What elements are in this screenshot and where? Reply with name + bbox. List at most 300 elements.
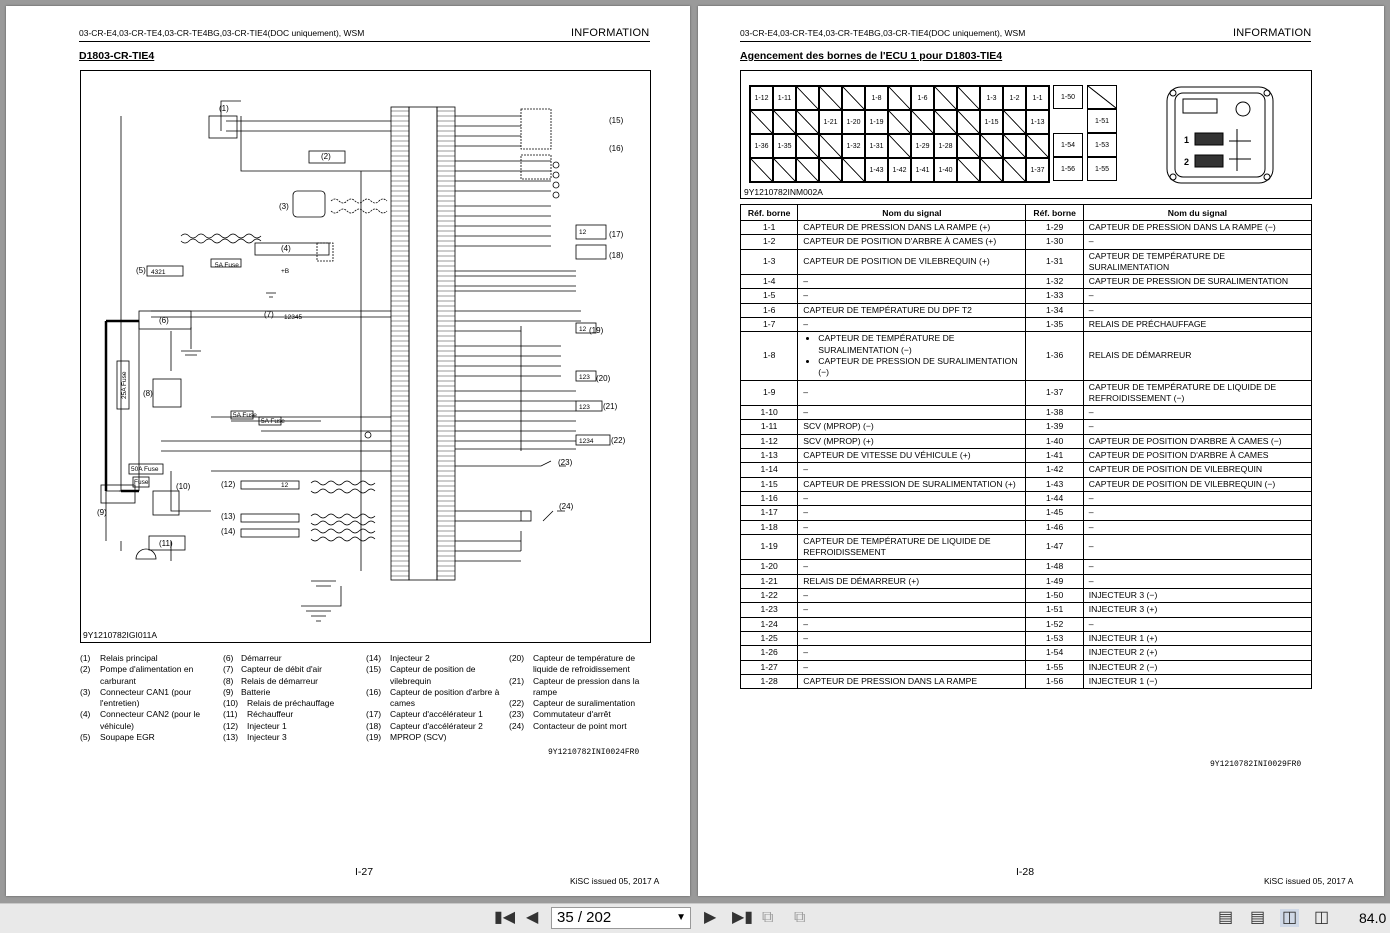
pin-cell xyxy=(1003,134,1026,158)
signal-name-cell: CAPTEUR DE POSITION D'ARBRE À CAMES (−) xyxy=(1083,434,1311,448)
legend-text: Capteur de température de liquide de refroidissement xyxy=(533,653,636,675)
legend-number: (7) xyxy=(223,664,234,675)
svg-text:(10): (10) xyxy=(176,482,191,491)
pin-ref-cell: 1-13 xyxy=(741,449,798,463)
pin-ref-cell: 1-16 xyxy=(741,491,798,505)
previous-view-icon[interactable]: ⧉ xyxy=(762,909,774,926)
signal-name-cell: RELAIS DE PRÉCHAUFFAGE xyxy=(1083,318,1311,332)
pin-cell: 1-8 xyxy=(865,86,888,110)
pin-ref-cell: 1-27 xyxy=(741,660,798,674)
signal-name-cell: RELAIS DE DÉMARREUR xyxy=(1083,332,1311,380)
svg-text:(20): (20) xyxy=(596,374,611,383)
legend-item xyxy=(223,721,361,732)
left-page xyxy=(6,6,690,896)
pin-cell xyxy=(957,86,980,110)
table-row xyxy=(741,249,1312,275)
signal-name-cell: – xyxy=(798,406,1026,420)
last-page-button[interactable]: ▶▮ xyxy=(732,909,754,926)
pins-22-label: 1234 xyxy=(579,438,594,445)
legend-item xyxy=(80,664,220,687)
signal-name-cell: – xyxy=(1083,574,1311,588)
col-header: Réf. borne xyxy=(1026,205,1083,221)
signal-table xyxy=(740,204,1312,689)
legend-number: (4) xyxy=(80,709,91,720)
pin-ref-cell: 1-26 xyxy=(741,646,798,660)
pin-ref-cell: 1-17 xyxy=(741,506,798,520)
legend-text: Capteur d'accélérateur 2 xyxy=(390,720,483,731)
pin-ref-cell: 1-28 xyxy=(741,674,798,688)
pin-cell xyxy=(957,158,980,182)
page-number: I-28 xyxy=(1016,866,1035,878)
fuse-50a-label: 50A Fuse xyxy=(131,466,159,473)
legend-text: Injecteur 3 xyxy=(247,732,287,743)
signal-name-cell: CAPTEUR DE PRESSION DE SURALIMENTATION (+) xyxy=(798,477,1026,491)
svg-text:(9): (9) xyxy=(97,508,107,517)
header-models: 03-CR-E4,03-CR-TE4,03-CR-TE4BG,03-CR-TIE4(DOC uniquement), WSM xyxy=(740,28,1026,38)
legend-text: Relais de démarreur xyxy=(241,675,319,686)
page-field-value: 35 / 202 xyxy=(557,909,612,926)
pin-ref-cell: 1-29 xyxy=(1026,221,1083,235)
signal-name-cell: – xyxy=(798,463,1026,477)
signal-name-cell: – xyxy=(798,646,1026,660)
svg-text:(6): (6) xyxy=(159,316,169,325)
legend-item xyxy=(366,709,508,720)
legend-text: Démarreur xyxy=(241,653,282,663)
legend-item xyxy=(366,664,508,687)
legend-text: Relais principal xyxy=(100,653,158,663)
legend-text: Connecteur CAN1 (pour l'entretien) xyxy=(100,686,192,709)
signal-name-cell: – xyxy=(798,617,1026,631)
legend-item xyxy=(366,721,508,732)
signal-name-cell: – xyxy=(1083,289,1311,303)
pin-cell xyxy=(888,86,911,110)
pin-ref-cell: 1-2 xyxy=(741,235,798,249)
pin-cell: 1-54 xyxy=(1053,133,1083,157)
table-row xyxy=(741,560,1312,574)
single-page-view-icon[interactable]: ▤ xyxy=(1218,909,1234,926)
table-row xyxy=(741,477,1312,491)
signal-name-cell: – xyxy=(1083,303,1311,317)
pin-cell: 1-53 xyxy=(1087,133,1117,157)
legend-number: (8) xyxy=(223,675,234,686)
svg-text:(16): (16) xyxy=(609,144,624,153)
pin-cell: 1-3 xyxy=(980,86,1003,110)
pin-cell xyxy=(1003,158,1026,182)
table-row xyxy=(741,674,1312,688)
signal-name-cell: – xyxy=(798,520,1026,534)
svg-text:(15): (15) xyxy=(609,116,624,125)
table-row xyxy=(741,420,1312,434)
signal-name-cell: SCV (MPROP) (−) xyxy=(798,420,1026,434)
legend-number: (5) xyxy=(80,732,91,743)
table-header-row xyxy=(741,205,1312,221)
legend-text: Connecteur CAN2 (pour le véhicule) xyxy=(100,709,201,731)
pin-ref-cell: 1-39 xyxy=(1026,420,1083,434)
legend-number: (21) xyxy=(509,675,525,686)
col-header: Réf. borne xyxy=(741,205,798,221)
signal-bullet-item: • CAPTEUR DE TEMPÉRATURE DE SURALIMENTATION (−) xyxy=(818,333,1020,356)
svg-text:(1): (1) xyxy=(219,104,229,113)
legend-item xyxy=(223,687,361,698)
pin-ref-cell: 1-37 xyxy=(1026,380,1083,406)
pin-ref-cell: 1-34 xyxy=(1026,303,1083,317)
pin-ref-cell: 1-11 xyxy=(741,420,798,434)
signal-name-cell: CAPTEUR DE PRESSION DANS LA RAMPE (−) xyxy=(1083,221,1311,235)
legend-item xyxy=(509,676,649,699)
pin-ref-cell: 1-54 xyxy=(1026,646,1083,660)
signal-name-cell xyxy=(798,332,1026,380)
table-row xyxy=(741,463,1312,477)
table-row xyxy=(741,406,1312,420)
pin-ref-cell: 1-52 xyxy=(1026,617,1083,631)
signal-name-cell: – xyxy=(1083,506,1311,520)
legend-item xyxy=(509,709,649,720)
pin-ref-cell: 1-3 xyxy=(741,249,798,275)
pin-cell: 1-31 xyxy=(865,134,888,158)
chevron-down-icon[interactable]: ▼ xyxy=(676,912,686,923)
pin-cell xyxy=(750,110,773,134)
pin-cell: 1-20 xyxy=(842,110,865,134)
pin-ref-cell: 1-42 xyxy=(1026,463,1083,477)
signal-name-cell: INJECTEUR 1 (+) xyxy=(1083,631,1311,645)
pin-cell: 1-32 xyxy=(842,134,865,158)
fuse-25a-label: 25A Fuse xyxy=(121,371,128,399)
pins-inj-label: 12 xyxy=(281,482,289,489)
svg-text:(4): (4) xyxy=(281,244,291,253)
pin-cell xyxy=(819,86,842,110)
legend-item xyxy=(223,653,361,664)
pin-cell: 1-6 xyxy=(911,86,934,110)
pin-ref-cell: 1-10 xyxy=(741,406,798,420)
pin-cell: 1-51 xyxy=(1087,109,1117,133)
legend-text: Capteur de suralimentation xyxy=(533,698,636,709)
legend-col-1 xyxy=(80,653,220,743)
legend-col-4 xyxy=(509,653,649,732)
svg-text:(3): (3) xyxy=(279,202,289,211)
signal-name-cell: – xyxy=(1083,420,1311,434)
signal-name-cell: – xyxy=(1083,235,1311,249)
pin-grid-right xyxy=(1053,85,1123,181)
legend-text: Capteur d'accélérateur 1 xyxy=(390,709,483,720)
pin-cell: 1-13 xyxy=(1026,110,1049,134)
signal-name-cell: INJECTEUR 1 (−) xyxy=(1083,674,1311,688)
pin-ref-cell: 1-51 xyxy=(1026,603,1083,617)
svg-text:(12): (12) xyxy=(221,480,236,489)
prev-page-button[interactable]: ◀ xyxy=(526,909,539,926)
signal-name-cell: – xyxy=(798,589,1026,603)
signal-name-cell: SCV (MPROP) (+) xyxy=(798,434,1026,448)
signal-name-cell: – xyxy=(798,318,1026,332)
svg-text:(17): (17) xyxy=(609,230,624,239)
header-section: INFORMATION xyxy=(571,27,650,39)
signal-name-cell: CAPTEUR DE PRESSION DE SURALIMENTATION xyxy=(1083,275,1311,289)
ecu-pin-figure xyxy=(740,70,1312,199)
svg-text:(7): (7) xyxy=(264,310,274,319)
signal-name-cell: – xyxy=(1083,560,1311,574)
pin-cell xyxy=(842,86,865,110)
signal-bullet-list xyxy=(803,333,1020,378)
legend-number: (10) xyxy=(223,698,239,709)
legend-text: Soupape EGR xyxy=(100,732,155,743)
pin-cell: 1-12 xyxy=(750,86,773,110)
table-row xyxy=(741,332,1312,380)
legend-text: Capteur de position d'arbre à cames xyxy=(390,686,500,709)
legend-number: (18) xyxy=(366,720,382,731)
svg-text:(18): (18) xyxy=(609,251,624,260)
legend-item xyxy=(223,676,361,687)
legend-number: (20) xyxy=(509,653,525,663)
signal-name-cell: INJECTEUR 2 (−) xyxy=(1083,660,1311,674)
table-row xyxy=(741,275,1312,289)
signal-name-cell: CAPTEUR DE POSITION DE VILEBREQUIN (−) xyxy=(1083,477,1311,491)
pin-cell xyxy=(819,158,842,182)
legend-number: (23) xyxy=(509,709,525,720)
fuse-5a-label-3: 5A Fuse xyxy=(261,418,285,425)
pins-20-label: 123 xyxy=(579,374,590,381)
ecu-label-1: 1 xyxy=(1184,135,1190,145)
pin-cell: 1-2 xyxy=(1003,86,1026,110)
pin-grid-main xyxy=(749,85,1050,183)
signal-name-cell: CAPTEUR DE TEMPÉRATURE DE LIQUIDE DE REFROIDISSEMENT (−) xyxy=(1083,380,1311,406)
pin-ref-cell: 1-19 xyxy=(741,534,798,560)
pin-cell xyxy=(796,110,819,134)
pin-cell: 1-42 xyxy=(888,158,911,182)
page-number-field[interactable] xyxy=(551,907,691,929)
pin-ref-cell: 1-55 xyxy=(1026,660,1083,674)
signal-name-cell: – xyxy=(798,506,1026,520)
pin-ref-cell: 1-24 xyxy=(741,617,798,631)
svg-text:(14): (14) xyxy=(221,527,236,536)
legend-number: (22) xyxy=(509,698,525,709)
pin-cell xyxy=(888,134,911,158)
pin-cell: 1-1 xyxy=(1026,86,1049,110)
pin-cell: 1-55 xyxy=(1087,157,1117,181)
col-header: Nom du signal xyxy=(1083,205,1311,221)
pin-cell xyxy=(888,110,911,134)
pin-cell: 1-15 xyxy=(980,110,1003,134)
wiring-diagram-svg xyxy=(81,71,650,642)
legend-col-2 xyxy=(223,653,361,743)
pin-cell: 1-37 xyxy=(1026,158,1049,182)
pin-cell xyxy=(773,110,796,134)
header-rule xyxy=(79,41,650,42)
signal-name-cell: – xyxy=(798,380,1026,406)
table-row xyxy=(741,221,1312,235)
pin-cell xyxy=(980,158,1003,182)
table-row xyxy=(741,646,1312,660)
issued-note: KiSC issued 05, 2017 A xyxy=(570,876,660,886)
continuous-view-icon[interactable]: ▤ xyxy=(1250,909,1266,926)
legend-number: (1) xyxy=(80,653,91,663)
pin-ref-cell: 1-41 xyxy=(1026,449,1083,463)
diagram-code: 9Y1210782IGI011A xyxy=(83,630,158,640)
pin-cell: 1-19 xyxy=(865,110,888,134)
table-row xyxy=(741,506,1312,520)
signal-name-cell: – xyxy=(798,603,1026,617)
doc-code: 9Y1210782INI0024FR0 xyxy=(548,748,640,757)
pin-cell xyxy=(796,158,819,182)
pin-cell xyxy=(773,158,796,182)
ecu-label-2: 2 xyxy=(1184,157,1190,167)
pin-cell xyxy=(911,110,934,134)
pin-ref-cell: 1-35 xyxy=(1026,318,1083,332)
table-row xyxy=(741,574,1312,588)
pin-ref-cell: 1-4 xyxy=(741,275,798,289)
svg-text:(22): (22) xyxy=(611,436,626,445)
table-row xyxy=(741,434,1312,448)
page-title: D1803-CR-TIE4 xyxy=(79,50,155,62)
pin-ref-cell: 1-14 xyxy=(741,463,798,477)
pin-ref-cell: 1-53 xyxy=(1026,631,1083,645)
pin-cell xyxy=(1087,85,1117,109)
signal-name-cell: CAPTEUR DE POSITION DE VILEBREQUIN xyxy=(1083,463,1311,477)
legend-text: Capteur de pression dans la rampe xyxy=(533,675,640,697)
legend-item xyxy=(366,687,508,710)
header-section: INFORMATION xyxy=(1233,27,1312,39)
pin-cell: 1-11 xyxy=(773,86,796,110)
table-row xyxy=(741,303,1312,317)
legend-item xyxy=(80,653,220,664)
legend-item xyxy=(366,653,508,664)
pin-cell xyxy=(980,134,1003,158)
legend-number: (9) xyxy=(223,686,234,697)
pin-ref-cell: 1-46 xyxy=(1026,520,1083,534)
signal-name-cell: – xyxy=(1083,617,1311,631)
pin-cell: 1-28 xyxy=(934,134,957,158)
legend-text: Pompe d'alimentation en carburant xyxy=(100,664,194,686)
legend-number: (16) xyxy=(366,686,382,697)
pin-cell xyxy=(957,134,980,158)
zoom-level[interactable]: 84.0 xyxy=(1359,910,1387,926)
pin-ref-cell: 1-5 xyxy=(741,289,798,303)
next-view-icon[interactable]: ⧉ xyxy=(794,909,806,926)
pin-cell xyxy=(842,158,865,182)
table-row xyxy=(741,491,1312,505)
first-page-button[interactable]: ▮◀ xyxy=(494,909,516,926)
pin-cell xyxy=(1026,134,1049,158)
svg-text:(19): (19) xyxy=(589,326,604,335)
pin-ref-cell: 1-48 xyxy=(1026,560,1083,574)
pins-19-label: 12 xyxy=(579,326,587,333)
signal-name-cell: – xyxy=(798,289,1026,303)
pin-cell: 1-56 xyxy=(1053,157,1083,181)
legend-item xyxy=(223,664,361,675)
pin-ref-cell: 1-43 xyxy=(1026,477,1083,491)
signal-name-cell: – xyxy=(798,491,1026,505)
legend-text: Commutateur d'arrêt xyxy=(533,709,611,720)
page-number: I-27 xyxy=(355,866,374,878)
pin-ref-cell: 1-47 xyxy=(1026,534,1083,560)
signal-name-cell: CAPTEUR DE POSITION D'ARBRE À CAMES (+) xyxy=(798,235,1026,249)
table-row xyxy=(741,603,1312,617)
wiring-diagram xyxy=(80,70,651,643)
issued-note: KiSC issued 05, 2017 A xyxy=(1264,876,1354,886)
pin-ref-cell: 1-23 xyxy=(741,603,798,617)
doc-code: 9Y1210782INI0029FR0 xyxy=(1210,760,1302,769)
table-row xyxy=(741,589,1312,603)
signal-name-cell: – xyxy=(1083,406,1311,420)
svg-text:(2): (2) xyxy=(321,152,331,161)
signal-name-cell: – xyxy=(798,560,1026,574)
legend-text: Réchauffeur xyxy=(247,709,294,720)
table-row xyxy=(741,449,1312,463)
pin-cell xyxy=(934,86,957,110)
plus-b-label: +B xyxy=(281,268,290,275)
table-row xyxy=(741,318,1312,332)
signal-name-cell: CAPTEUR DE POSITION D'ARBRE À CAMES xyxy=(1083,449,1311,463)
table-row xyxy=(741,617,1312,631)
pin-cell xyxy=(796,86,819,110)
legend-number: (2) xyxy=(80,664,91,675)
right-page xyxy=(698,6,1384,896)
signal-name-cell: CAPTEUR DE VITESSE DU VÉHICULE (+) xyxy=(798,449,1026,463)
pin-ref-cell: 1-44 xyxy=(1026,491,1083,505)
next-page-button[interactable]: ▶ xyxy=(704,909,717,926)
signal-bullet-item: • CAPTEUR DE PRESSION DE SURALIMENTATION (−) xyxy=(818,356,1020,379)
header-rule xyxy=(740,41,1311,42)
legend-item xyxy=(223,698,361,709)
pin-cell xyxy=(750,158,773,182)
pins-5-label: 4321 xyxy=(151,269,166,276)
legend-number: (14) xyxy=(366,653,382,663)
signal-name-cell: CAPTEUR DE TEMPÉRATURE DE LIQUIDE DE REFROIDISSEMENT xyxy=(798,534,1026,560)
signal-name-cell: INJECTEUR 3 (−) xyxy=(1083,589,1311,603)
signal-name-cell: CAPTEUR DE TEMPÉRATURE DE SURALIMENTATION xyxy=(1083,249,1311,275)
legend-number: (3) xyxy=(80,686,91,697)
pins-17-label: 12 xyxy=(579,229,587,236)
svg-text:(24): (24) xyxy=(559,502,574,511)
svg-text:(11): (11) xyxy=(159,539,173,548)
legend-text: Capteur de débit d'air xyxy=(241,664,323,675)
signal-name-cell: – xyxy=(1083,534,1311,560)
signal-name-cell: – xyxy=(798,660,1026,674)
col-header: Nom du signal xyxy=(798,205,1026,221)
table-row xyxy=(741,289,1312,303)
legend-text: MPROP (SCV) xyxy=(390,732,447,743)
signal-name-cell: – xyxy=(798,275,1026,289)
page-title: Agencement des bornes de l'ECU 1 pour D1803-TIE4 xyxy=(740,50,1003,62)
signal-name-cell: RELAIS DE DÉMARREUR (+) xyxy=(798,574,1026,588)
pin-ref-cell: 1-1 xyxy=(741,221,798,235)
pin-ref-cell: 1-50 xyxy=(1026,589,1083,603)
signal-name-cell: CAPTEUR DE POSITION DE VILEBREQUIN (+) xyxy=(798,249,1026,275)
pin-ref-cell: 1-45 xyxy=(1026,506,1083,520)
facing-view-icon[interactable]: ◫ xyxy=(1282,909,1298,926)
table-row xyxy=(741,380,1312,406)
pin-ref-cell: 1-32 xyxy=(1026,275,1083,289)
pin-cell: 1-50 xyxy=(1053,85,1083,109)
pin-ref-cell: 1-20 xyxy=(741,560,798,574)
legend-number: (24) xyxy=(509,720,525,731)
continuous-facing-icon[interactable]: ◫ xyxy=(1314,909,1330,926)
pins-7-label: 12345 xyxy=(284,314,303,321)
pin-ref-cell: 1-33 xyxy=(1026,289,1083,303)
legend-text: Relais de préchauffage xyxy=(247,698,335,709)
pin-cell: 1-21 xyxy=(819,110,842,134)
legend-item xyxy=(223,709,361,720)
pin-ref-cell: 1-22 xyxy=(741,589,798,603)
legend-text: Injecteur 2 xyxy=(390,653,430,663)
legend-item xyxy=(80,732,220,743)
signal-name-cell: INJECTEUR 3 (+) xyxy=(1083,603,1311,617)
pins-21-label: 123 xyxy=(579,404,590,411)
legend-item xyxy=(509,653,649,676)
pin-ref-cell: 1-40 xyxy=(1026,434,1083,448)
pin-ref-cell: 1-15 xyxy=(741,477,798,491)
pin-ref-cell: 1-21 xyxy=(741,574,798,588)
legend-col-3 xyxy=(366,653,508,743)
table-row xyxy=(741,534,1312,560)
